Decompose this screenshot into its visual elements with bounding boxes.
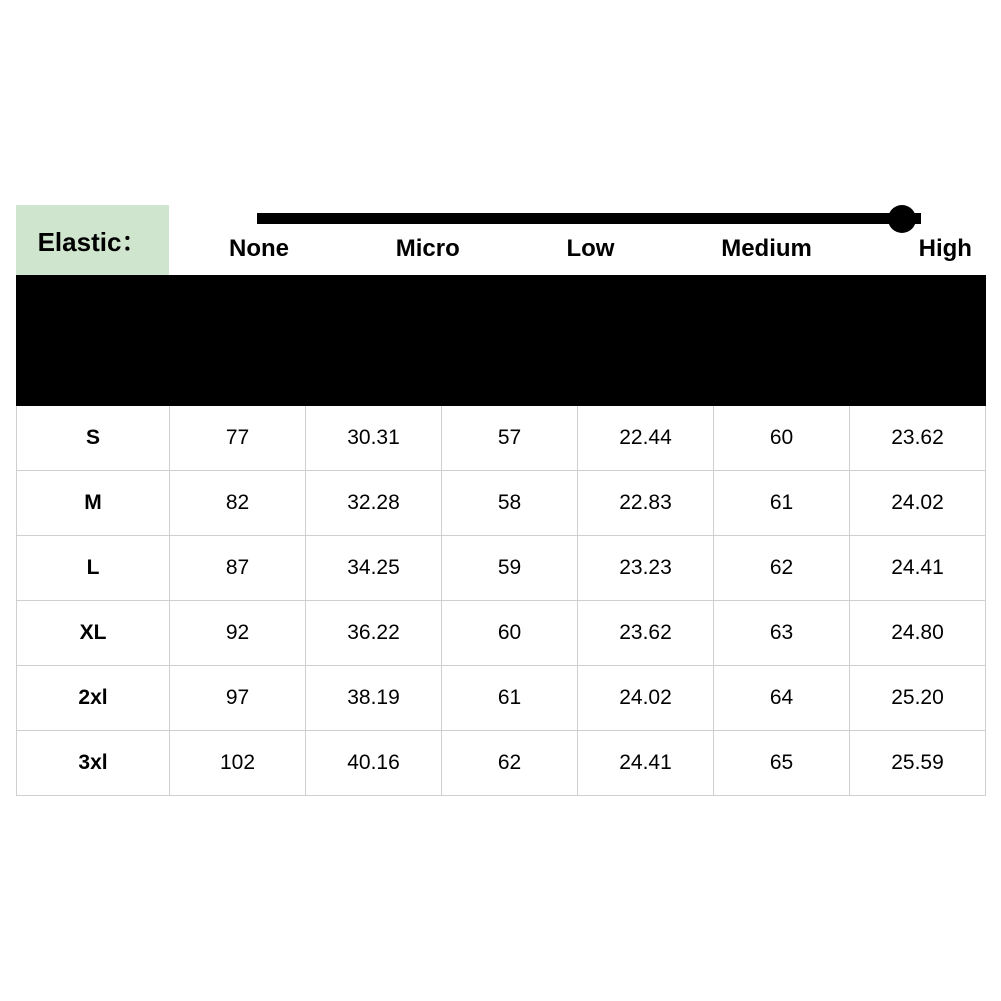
cell-length-inch: 23.62 bbox=[850, 406, 986, 471]
cell-sleeve-cm: 62 bbox=[442, 731, 578, 796]
header-unit-bust-inch: inch bbox=[306, 341, 442, 406]
cell-length-inch: 24.80 bbox=[850, 601, 986, 666]
elastic-scale-bar bbox=[257, 213, 921, 224]
elastic-level-medium: Medium bbox=[721, 235, 812, 262]
row-size-label: XL bbox=[17, 601, 170, 666]
table-row bbox=[17, 601, 986, 666]
elastic-level-none: None bbox=[229, 235, 289, 262]
cell-sleeve-inch: 24.41 bbox=[578, 731, 714, 796]
table-row bbox=[17, 471, 986, 536]
cell-length-inch: 25.59 bbox=[850, 731, 986, 796]
table-row bbox=[17, 666, 986, 731]
cell-length-cm: 63 bbox=[714, 601, 850, 666]
cell-bust-inch: 30.31 bbox=[306, 406, 442, 471]
cell-bust-cm: 87 bbox=[170, 536, 306, 601]
cell-bust-inch: 32.28 bbox=[306, 471, 442, 536]
cell-sleeve-inch: 23.23 bbox=[578, 536, 714, 601]
header-group-sleeve: Sleeve bbox=[442, 276, 714, 341]
cell-bust-cm: 77 bbox=[170, 406, 306, 471]
cell-bust-cm: 92 bbox=[170, 601, 306, 666]
elastic-level-high: High bbox=[918, 235, 972, 262]
cell-length-cm: 60 bbox=[714, 406, 850, 471]
size-chart bbox=[16, 205, 986, 796]
row-size-label: L bbox=[17, 536, 170, 601]
cell-bust-cm: 97 bbox=[170, 666, 306, 731]
row-size-label: S bbox=[17, 406, 170, 471]
table-row bbox=[17, 731, 986, 796]
elastic-level-micro: Micro bbox=[395, 235, 460, 262]
elastic-row bbox=[16, 205, 986, 275]
elastic-level-low: Low bbox=[566, 235, 615, 262]
header-unit-length-inch: inch bbox=[850, 341, 986, 406]
row-size-label: 2xl bbox=[17, 666, 170, 731]
cell-bust-cm: 82 bbox=[170, 471, 306, 536]
cell-length-cm: 65 bbox=[714, 731, 850, 796]
table-row bbox=[17, 536, 986, 601]
cell-sleeve-inch: 24.02 bbox=[578, 666, 714, 731]
cell-bust-inch: 34.25 bbox=[306, 536, 442, 601]
header-unit-sleeve-cm: cm bbox=[442, 341, 578, 406]
elastic-scale-labels bbox=[169, 235, 986, 263]
cell-bust-inch: 40.16 bbox=[306, 731, 442, 796]
elastic-scale bbox=[169, 205, 986, 275]
cell-length-inch: 24.02 bbox=[850, 471, 986, 536]
cell-sleeve-inch: 23.62 bbox=[578, 601, 714, 666]
header-size: Size bbox=[17, 276, 170, 406]
cell-sleeve-cm: 59 bbox=[442, 536, 578, 601]
header-group-length: Length bbox=[714, 276, 986, 341]
table-header-groups bbox=[17, 276, 986, 341]
cell-sleeve-cm: 61 bbox=[442, 666, 578, 731]
header-unit-bust-cm: cm bbox=[170, 341, 306, 406]
cell-sleeve-inch: 22.44 bbox=[578, 406, 714, 471]
measurements-table bbox=[16, 275, 986, 796]
header-group-bust: Bust bbox=[170, 276, 442, 341]
cell-sleeve-cm: 58 bbox=[442, 471, 578, 536]
cell-sleeve-cm: 60 bbox=[442, 601, 578, 666]
header-unit-sleeve-inch: inch bbox=[578, 341, 714, 406]
row-size-label: 3xl bbox=[17, 731, 170, 796]
header-unit-length-cm: cm bbox=[714, 341, 850, 406]
cell-length-cm: 62 bbox=[714, 536, 850, 601]
cell-bust-cm: 102 bbox=[170, 731, 306, 796]
cell-sleeve-inch: 22.83 bbox=[578, 471, 714, 536]
row-size-label: M bbox=[17, 471, 170, 536]
cell-sleeve-cm: 57 bbox=[442, 406, 578, 471]
elastic-label: Elastic： bbox=[16, 205, 169, 275]
cell-length-cm: 64 bbox=[714, 666, 850, 731]
cell-bust-inch: 36.22 bbox=[306, 601, 442, 666]
cell-length-cm: 61 bbox=[714, 471, 850, 536]
table-row bbox=[17, 406, 986, 471]
cell-bust-inch: 38.19 bbox=[306, 666, 442, 731]
cell-length-inch: 25.20 bbox=[850, 666, 986, 731]
cell-length-inch: 24.41 bbox=[850, 536, 986, 601]
elastic-scale-knob[interactable] bbox=[888, 205, 916, 233]
